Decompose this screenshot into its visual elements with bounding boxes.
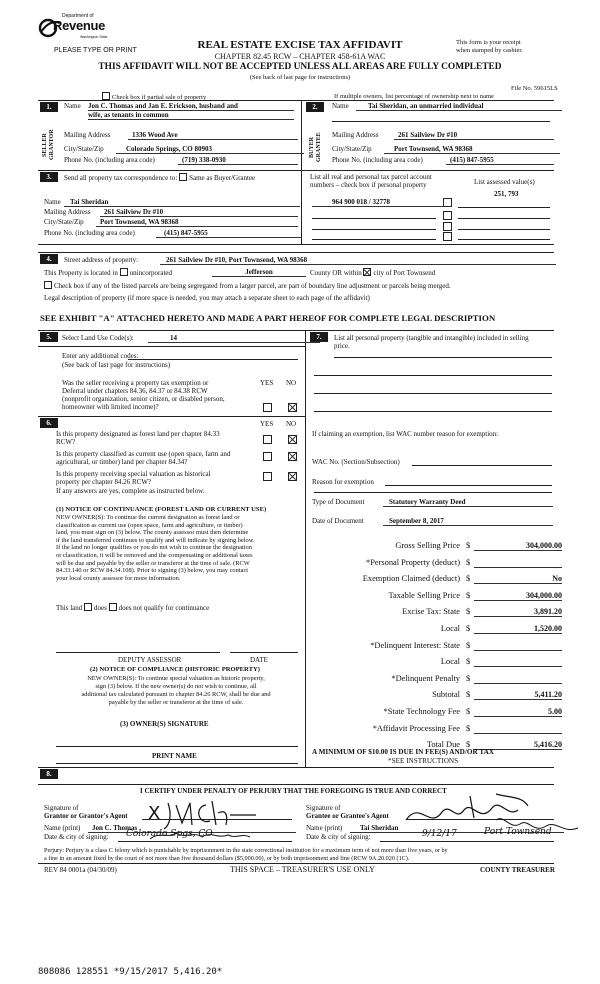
same-as-buyer-label: Same as Buyer/Grantee xyxy=(189,174,256,182)
buyer-mailing-label: Mailing Address xyxy=(332,131,379,139)
total-row-value: 1,520.00 xyxy=(474,624,562,634)
parcel-number: 964 900 018 / 32778 xyxy=(312,198,450,207)
s6-q2-1: Is this property classified as current use (open space, farm and xyxy=(56,450,231,458)
total-row-value: 5.00 xyxy=(474,707,562,717)
doc-type-label: Type of Document xyxy=(312,498,365,506)
unincorporated-checkbox[interactable] xyxy=(120,268,128,276)
logo-state: Washington State xyxy=(80,35,108,39)
s6-q1-yes-checkbox[interactable] xyxy=(263,435,272,444)
section-4-number: 4. xyxy=(40,254,58,264)
notice1-line: classification as current use (open space, farm and agriculture, or timber) xyxy=(56,521,243,529)
seller-side-label: SELLER GRANTOR xyxy=(42,129,55,161)
reason-label: Reason for exemption xyxy=(312,478,374,486)
correspondence-mailing: 261 Sailview Dr #10 xyxy=(100,208,298,217)
total-row-label: *State Technology Fee xyxy=(383,707,460,716)
correspondence-label xyxy=(64,173,255,182)
section-8-number: 8. xyxy=(40,769,58,779)
grantee-date-city-label: Date & city of signing: xyxy=(306,833,371,841)
grantee-name-label: Name (print) xyxy=(306,824,343,832)
county-or-label: County OR within xyxy=(310,269,362,277)
s5-exemption-yes-checkbox[interactable] xyxy=(263,403,272,412)
total-row-value xyxy=(474,724,562,734)
grantee-name: Tai Sheridan xyxy=(350,824,564,833)
buyer-name: Tai Sheridan, an unmarried individual xyxy=(356,102,562,111)
buyer-mailing: 261 Sailview Dr #10 xyxy=(394,131,554,140)
dollar-sign: $ xyxy=(466,591,471,600)
treasurer-space: THIS SPACE – TREASURER'S USE ONLY xyxy=(230,865,375,874)
notice1-line: will be due and payable by the seller or transferor at the time of sale. (RCW xyxy=(56,559,250,567)
dollar-sign: $ xyxy=(466,724,471,733)
exemption-q-2: Deferral under chapters 84.36, 84.37 or 84.38 RCW xyxy=(62,387,208,395)
section-2-number: 2. xyxy=(306,102,324,112)
segregated-label: Check box if any of the listed parcels are being segregated from a larger parcel, are part of boundary line adjustment or parcels being merged. xyxy=(54,282,451,290)
s6-no-header: NO xyxy=(286,420,297,428)
street-label: Street address of property: xyxy=(64,256,139,264)
print-name-label: PRINT NAME xyxy=(152,752,197,760)
seller-city: Colorado Springs, CO 80903 xyxy=(116,145,304,154)
see-back-header: (See back of last page for instructions) xyxy=(249,74,351,81)
county-or-row xyxy=(310,268,435,277)
notice2-line: payable by the seller or transferor at the time of sale. xyxy=(108,699,244,706)
exemption-q-1: Was the seller receiving a property tax exemption or xyxy=(62,379,209,387)
assessed-value: 251, 793 xyxy=(494,190,519,198)
partial-sale-label: Check box if partial sale of property xyxy=(112,94,207,101)
parcel-personal-checkbox-4[interactable] xyxy=(443,232,452,241)
s6-q3-yes-checkbox[interactable] xyxy=(263,472,272,481)
exemption-q-3: (nonprofit organization, senior citizen, or disabled person, xyxy=(62,395,225,403)
perjury-line-1: Perjury: Perjury is a class C felony which is punishable by imprisonment in the state correctional institution for a maximum term of not more than five years, or by xyxy=(44,847,448,854)
total-row-label: Gross Selling Price xyxy=(395,541,460,550)
total-row-label: *Personal Property (deduct) xyxy=(366,558,460,567)
doc-type: Statutory Warranty Deed xyxy=(383,498,553,507)
grantee-agent-label: Grantee or Grantee's Agent xyxy=(306,812,389,820)
seller-mailing: 1336 Wood Ave xyxy=(128,131,298,140)
correspondence-name: Tai Sheridan xyxy=(64,198,300,207)
seller-mailing-label: Mailing Address xyxy=(64,131,111,139)
located-row xyxy=(44,268,172,277)
grantor-agent-label: Grantor or Grantor's Agent xyxy=(44,812,128,820)
please-type: PLEASE TYPE OR PRINT xyxy=(54,47,137,54)
notice1-line: If the land no longer qualifies or you do not wish to continue the designation xyxy=(56,544,252,552)
grantor-x-mark: X xyxy=(148,803,161,824)
total-row-value xyxy=(474,674,562,684)
parcel-personal-checkbox-3[interactable] xyxy=(443,222,452,231)
correspondence-phone-label: Phone No. (including area code) xyxy=(44,229,135,237)
s6-if-yes: If any answers are yes, complete as instructed below. xyxy=(56,487,205,495)
assessed-header: List assessed value(s) xyxy=(474,178,535,186)
dollar-sign: $ xyxy=(466,558,471,567)
s6-q3-2: property per chapter 84.26 RCW? xyxy=(56,478,152,486)
does-label: does xyxy=(94,604,107,612)
continuance-row xyxy=(56,603,209,612)
grantor-date-city-handwritten: Colorado Spgs, CO xyxy=(126,829,213,839)
correspondence-text: Send all property tax correspondence to: xyxy=(64,174,178,182)
correspondence-mailing-label: Mailing Address xyxy=(44,208,91,216)
notice1-line: if the land transferred continues to qualify and will indicate by signing below. xyxy=(56,536,255,544)
total-row-value xyxy=(474,641,562,651)
wac-label: WAC No. (Section/Subsection) xyxy=(312,458,400,466)
section-3-number: 3. xyxy=(40,172,58,182)
exemption-q-4: homeowner with limited income)? xyxy=(62,403,159,411)
file-number: File No. 59615LS xyxy=(511,85,558,92)
grantor-name: Jon C. Thomas xyxy=(88,824,296,833)
notice1-title: (1) NOTICE OF CONTINUANCE (FOREST LAND OR CURRENT USE) xyxy=(56,506,267,513)
seller-phone-label: Phone No. (including area code) xyxy=(64,156,155,164)
grantor-sig-of: Signature of xyxy=(44,804,79,812)
s5-yes-header: YES xyxy=(260,379,274,387)
s6-yes-header: YES xyxy=(260,420,274,428)
correspondence-city-label: City/State/Zip xyxy=(44,218,84,226)
owner-signature-label: (3) OWNER(S) SIGNATURE xyxy=(120,720,209,728)
segregated-checkbox[interactable] xyxy=(44,281,52,289)
deputy-assessor-label: DEPUTY ASSESSOR xyxy=(118,656,182,664)
grantor-date-city-label: Date & city of signing: xyxy=(44,833,109,841)
does-checkbox[interactable] xyxy=(84,603,92,611)
date-label: DATE xyxy=(250,656,268,664)
personal-property-label-2: price. xyxy=(334,342,350,350)
located-label: This Property is located in xyxy=(44,269,118,277)
segregated-row xyxy=(44,281,451,290)
correspondence-city: Port Townsend, WA 98368 xyxy=(96,218,298,227)
exhibit-a-text: SEE EXHIBIT "A" ATTACHED HERETO AND MADE A PART HEREOF FOR COMPLETE LEGAL DESCRIPTION xyxy=(40,313,496,323)
total-row-label: Total Due xyxy=(426,740,460,749)
s6-q2-yes-checkbox[interactable] xyxy=(263,452,272,461)
partial-sale-checkbox[interactable] xyxy=(102,92,110,100)
notice1-line: NEW OWNER(S): To continue the current designation as forest land or xyxy=(56,514,240,521)
total-row-label: *Delinquent Interest: State xyxy=(370,641,460,650)
dollar-sign: $ xyxy=(466,574,471,583)
form-warning: THIS AFFIDAVIT WILL NOT BE ACCEPTED UNLESS ALL AREAS ARE FULLY COMPLETED xyxy=(98,62,502,72)
dollar-sign: $ xyxy=(466,607,471,616)
dollar-sign: $ xyxy=(466,541,471,550)
land-use-label: Select Land Use Code(s): xyxy=(62,334,134,342)
logo-word: Revenue xyxy=(53,18,106,33)
notice1-body xyxy=(56,514,255,582)
receipt-note-1: This form is your receipt xyxy=(456,39,521,46)
form-title: REAL ESTATE EXCISE TAX AFFIDAVIT xyxy=(197,39,403,51)
total-row-label: Taxable Selling Price xyxy=(388,591,460,600)
s5-no-header: NO xyxy=(286,379,297,387)
correspondence-name-label: Name xyxy=(44,198,61,206)
total-row-value: 304,000.00 xyxy=(474,591,562,601)
buyer-city-label: City/State/Zip xyxy=(332,145,372,153)
total-row-label: *Delinquent Penalty xyxy=(391,674,460,683)
buyer-side-label: BUYER GRANTEE xyxy=(309,132,322,162)
doc-date-label: Date of Document xyxy=(312,517,364,525)
dollar-sign: $ xyxy=(466,674,471,683)
this-land-label: This land xyxy=(56,604,83,612)
buyer-name-label: Name xyxy=(332,102,349,110)
grantee-sig-of: Signature of xyxy=(306,804,341,812)
notice2-line: additional tax calculated pursuant to chapter 84.26 RCW, shall be due and xyxy=(81,691,271,698)
dollar-sign: $ xyxy=(466,740,471,749)
notice2-line: sign (3) below. If the new owner(s) do not wish to continue, all xyxy=(95,683,257,690)
dollar-sign: $ xyxy=(466,707,471,716)
unincorporated-label: unincorporated xyxy=(129,269,173,277)
treasurer-stamp: 808086 128551 *9/15/2017 5,416.20* xyxy=(38,967,223,977)
form-revision: REV 84 0001a (04/30/09) xyxy=(44,866,117,874)
seller-phone: (719) 338-0930 xyxy=(178,156,298,165)
same-as-buyer-checkbox[interactable] xyxy=(179,173,187,181)
notice2-title: (2) NOTICE OF COMPLIANCE (HISTORIC PROPERTY) xyxy=(90,666,260,673)
parcel-header-2: numbers – check box if personal property xyxy=(310,181,427,189)
section-6-number: 6. xyxy=(40,418,58,428)
dollar-sign: $ xyxy=(466,624,471,633)
seller-name-line2: wife, as tenants in common xyxy=(88,111,294,120)
parcel-header-1: List all real and personal tax parcel account xyxy=(310,173,432,181)
section-7-number: 7. xyxy=(310,332,328,342)
within-city-checkbox[interactable] xyxy=(363,268,371,276)
logo-dept: Department of xyxy=(62,13,94,19)
buyer-city: Port Townsend, WA 98368 xyxy=(384,145,560,154)
notice2-body xyxy=(70,675,282,707)
total-row-value: 304,000.00 xyxy=(474,541,562,551)
dollar-sign: $ xyxy=(466,690,471,699)
legal-description-label: Legal description of property (if more space is needed, you may attach a separate sheet to each page of the affidavit) xyxy=(44,294,370,302)
section-1-number: 1. xyxy=(40,102,58,112)
total-row-value: No xyxy=(474,574,562,584)
does-not-label: does not qualify for continuance xyxy=(118,604,210,612)
section-5-number: 5. xyxy=(40,332,58,342)
notice1-line: 84.33.140 or RCW 84.34.108). Prior to signing (3) below, you may contact xyxy=(56,567,249,575)
land-use-code: 14 xyxy=(148,334,320,343)
notice1-line: your local county assessor for more information. xyxy=(56,574,181,582)
total-row-value xyxy=(474,558,562,568)
form-chapter: CHAPTER 82.45 RCW – CHAPTER 458-61A WAC xyxy=(214,52,386,61)
s6-q1-2: RCW? xyxy=(56,438,76,446)
notice1-line: land, you must sign on (3) below. The county assessor must then determine xyxy=(56,529,249,537)
county-name: Jefferson xyxy=(212,268,306,277)
s5-exemption-no-checkbox[interactable] xyxy=(288,403,297,412)
correspondence-phone: (415) 847-5955 xyxy=(156,229,302,238)
doc-date: September 8, 2017 xyxy=(383,517,553,526)
seller-name-label: Name xyxy=(64,102,81,110)
grantor-name-label: Name (print) xyxy=(44,824,81,832)
receipt-note-2: when stamped by cashier. xyxy=(456,47,523,54)
total-row-value: 3,891.20 xyxy=(474,607,562,617)
total-row-label: Local xyxy=(440,657,460,666)
exemption-claim-label: If claiming an exemption, list WAC number reason for exemption: xyxy=(312,430,499,438)
total-row-label: Local xyxy=(440,624,460,633)
see-instructions-note: *SEE INSTRUCTIONS xyxy=(388,757,459,765)
total-row-label: Excise Tax: State xyxy=(402,607,460,616)
additional-codes-label: Enter any additional codes: xyxy=(62,352,139,360)
seller-name-line1: Jon C. Thomas and Jan E. Erickson, husband and xyxy=(88,102,294,111)
total-row-label: Exemption Claimed (deduct) xyxy=(362,574,460,583)
s6-q3-1: Is this property receiving special valuation as historical xyxy=(56,470,211,478)
county-treasurer: COUNTY TREASURER xyxy=(480,866,555,874)
certify-statement: I CERTIFY UNDER PENALTY OF PERJURY THAT THE FOREGOING IS TRUE AND CORRECT xyxy=(140,787,447,795)
s6-q1-1: Is this property designated as forest land per chapter 84.33 xyxy=(56,430,220,438)
does-not-checkbox[interactable] xyxy=(109,603,117,611)
parcel-personal-checkbox-2[interactable] xyxy=(443,211,452,220)
notice1-line: or classification, it will be removed and the compensating or additional taxes xyxy=(56,551,253,559)
dollar-sign: $ xyxy=(466,641,471,650)
seller-city-label: City/State/Zip xyxy=(64,145,104,153)
multiple-owners-note: If multiple owners, list percentage of ownership next to name xyxy=(334,93,494,100)
total-row-value xyxy=(474,657,562,667)
total-row-value: 5,411.20 xyxy=(474,690,562,700)
notice2-line: NEW OWNER(S): To continue special valuation as historic property, xyxy=(87,675,265,682)
buyer-phone: (415) 847-5955 xyxy=(446,156,554,165)
grantee-city-handwritten: Port Townsend xyxy=(484,827,552,837)
personal-property-label-1: List all personal property (tangible and intangible) included in selling xyxy=(334,334,529,342)
total-row-label: *Affidavit Processing Fee xyxy=(372,724,460,733)
s6-q2-no-checkbox[interactable] xyxy=(288,452,297,461)
street-address: 261 Sailview Dr #10, Port Townsend, WA 98368 xyxy=(160,256,556,265)
total-row-label: Subtotal xyxy=(432,690,460,699)
perjury-line-2: a fine in an amount fixed by the court of not more than five thousand dollars ($5,000.00), or by both imprisonment and fine (RCW 9A.20.020 (1C). xyxy=(44,855,410,862)
see-back-codes: (See back of last page for instructions) xyxy=(62,361,171,369)
city-of-label: city of Port Townsend xyxy=(373,269,436,277)
total-row-value: 5,416.20 xyxy=(474,740,562,750)
buyer-phone-label: Phone No. (including area code) xyxy=(332,156,423,164)
s6-q1-no-checkbox[interactable] xyxy=(288,435,297,444)
s6-q3-no-checkbox[interactable] xyxy=(288,472,297,481)
dollar-sign: $ xyxy=(466,657,471,666)
minimum-due-note: A MINIMUM OF $10.00 IS DUE IN FEE(S) AND/OR TAX xyxy=(312,748,494,756)
grantee-date-handwritten: 9/12/17 xyxy=(422,829,457,839)
parcel-personal-checkbox-1[interactable] xyxy=(443,198,452,207)
s6-q2-2: agricultural, or timber) land per chapter 84.34? xyxy=(56,458,188,466)
